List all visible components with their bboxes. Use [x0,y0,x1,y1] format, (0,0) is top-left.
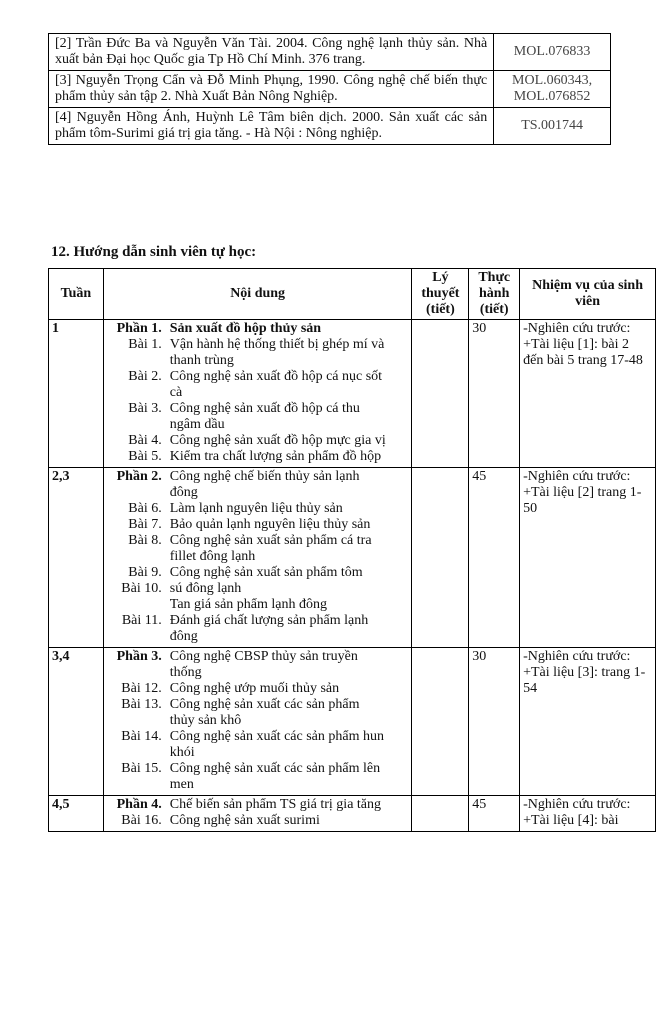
lesson-label: Bài 11. [121,613,162,628]
table-row [49,796,656,832]
lesson-item [108,565,408,581]
lesson-text: Kiểm tra chất lượng sản phẩm đồ hộp [169,449,382,464]
lesson-item [108,813,408,829]
part-title: Sản xuất đồ hộp thủy sản [169,321,322,336]
theory-cell [412,468,469,648]
theory-cell [412,796,469,832]
reference-table [48,33,611,145]
reference-row [49,108,611,145]
lesson-text: Công nghệ sản xuất đồ hộp mực gia vị [169,433,386,448]
self-study-table [48,268,656,832]
lesson-label: Bài 16. [121,813,162,828]
lesson-label: Bài 13. [121,697,162,712]
lesson-label: Bài 7. [128,517,162,532]
reference-text: [3] Nguyễn Trọng Cẩn và Đỗ Minh Phụng, 1990. Công nghệ chế biến thực phẩm thủy sản tập 2. Nhà Xuất Bản Nông Nghiệp. [49,71,494,108]
table-header-row [49,269,656,320]
lesson-item [108,681,408,697]
lesson-item [108,613,408,645]
part-heading [108,469,408,501]
lesson-label: Bài 10. [121,581,162,596]
part-label: Phần 2. [116,469,162,484]
part-title: Công nghệ chế biến thủy sản lạnh đông [169,469,360,500]
lesson-text: Tan giá sản phẩm lạnh đông [169,597,328,612]
lesson-label: Bài 12. [121,681,162,696]
header-content: Nội dung [103,269,412,320]
section-heading: 12. Hướng dẫn sinh viên tự học: [51,244,257,260]
lesson-text: Vận hành hệ thống thiết bị ghép mí và thanh trùng [169,337,385,368]
task-cell: -Nghiên cứu trước: +Tài liệu [1]: bài 2 đến bài 5 trang 17-48 [520,320,656,468]
theory-cell [412,648,469,796]
part-label: Phần 4. [116,797,162,812]
reference-text: [2] Trần Đức Ba và Nguyễn Văn Tài. 2004. Công nghệ lạnh thủy sản. Nhà xuất bản Đại học Quốc gia Tp Hồ Chí Minh. 376 trang. [49,34,494,71]
lesson-text: Công nghệ sản xuất surimi [169,813,320,828]
reference-row [49,34,611,71]
lesson-label: Bài 5. [128,449,162,464]
task-cell: -Nghiên cứu trước: +Tài liệu [2] trang 1-50 [520,468,656,648]
lesson-label [108,597,170,613]
reference-text: [4] Nguyễn Hồng Ánh, Huỳnh Lê Tâm biên dịch. 2000. Sản xuất các sản phẩm tôm-Surimi giá trị gia tăng. - Hà Nội : Nông nghiệp. [49,108,494,145]
lesson-text: Công nghệ sản xuất các sản phẩm hun khói [169,729,384,760]
lesson-item [108,449,408,465]
content-cell [103,648,412,796]
lesson-item [108,369,408,401]
lesson-text: Bảo quản lạnh nguyên liệu thủy sản [169,517,371,532]
lesson-item [108,581,408,597]
table-body [49,320,656,832]
lesson-text: Công nghệ sản xuất đồ hộp cá nục sốt cà [169,369,383,400]
part-label: Phần 3. [116,649,162,664]
header-task: Nhiệm vụ của sinh viên [520,269,656,320]
lesson-item [108,597,408,613]
week-cell: 3,4 [49,648,104,796]
header-week: Tuần [49,269,104,320]
lesson-text: Đánh giá chất lượng sản phẩm lạnh đông [169,613,369,644]
lesson-label: Bài 1. [128,337,162,352]
lesson-text: Công nghệ sản xuất các sản phẩm lên men [169,761,381,792]
lesson-item [108,533,408,565]
lesson-item [108,729,408,761]
lesson-label: Bài 9. [128,565,162,580]
lesson-item [108,433,408,449]
practice-cell: 30 [469,648,520,796]
lesson-text: Công nghệ sản xuất đồ hộp cá thu ngâm dầu [169,401,360,432]
part-heading [108,321,408,337]
reference-code: TS.001744 [494,108,611,145]
task-cell: -Nghiên cứu trước: +Tài liệu [4]: bài [520,796,656,832]
lesson-text: sú đông lạnh [169,581,242,596]
lesson-item [108,401,408,433]
lesson-label: Bài 8. [128,533,162,548]
task-cell: -Nghiên cứu trước: +Tài liệu [3]: trang 1-54 [520,648,656,796]
part-heading [108,649,408,681]
lesson-text: Làm lạnh nguyên liệu thủy sản [169,501,343,516]
lesson-item [108,337,408,369]
week-cell: 2,3 [49,468,104,648]
practice-cell: 45 [469,796,520,832]
part-heading [108,797,408,813]
practice-cell: 30 [469,320,520,468]
reference-row [49,71,611,108]
table-row [49,320,656,468]
content-cell [103,796,412,832]
lesson-label: Bài 2. [128,369,162,384]
theory-cell [412,320,469,468]
content-cell [103,468,412,648]
reference-code: MOL.060343, MOL.076852 [494,71,611,108]
lesson-item [108,501,408,517]
table-row [49,648,656,796]
practice-cell: 45 [469,468,520,648]
lesson-item [108,517,408,533]
week-cell: 1 [49,320,104,468]
reference-code: MOL.076833 [494,34,611,71]
lesson-text: Công nghệ sản xuất sản phẩm tôm [169,565,363,580]
week-cell: 4,5 [49,796,104,832]
header-practice: Thực hành (tiết) [469,269,520,320]
header-theory: Lý thuyết (tiết) [412,269,469,320]
content-cell [103,320,412,468]
lesson-text: Công nghệ sản xuất sản phẩm cá tra fillet đông lạnh [169,533,372,564]
lesson-label: Bài 3. [128,401,162,416]
part-title: Công nghệ CBSP thủy sản truyền thống [169,649,358,680]
lesson-label: Bài 14. [121,729,162,744]
part-label: Phần 1. [116,321,162,336]
table-row [49,468,656,648]
lesson-item [108,697,408,729]
part-title: Chế biến sản phẩm TS giá trị gia tăng [169,797,382,812]
lesson-label: Bài 15. [121,761,162,776]
lesson-text: Công nghệ ướp muối thủy sản [169,681,340,696]
lesson-text: Công nghệ sản xuất các sản phẩm thủy sản khô [169,697,360,728]
lesson-label: Bài 6. [128,501,162,516]
lesson-item [108,761,408,793]
lesson-label: Bài 4. [128,433,162,448]
